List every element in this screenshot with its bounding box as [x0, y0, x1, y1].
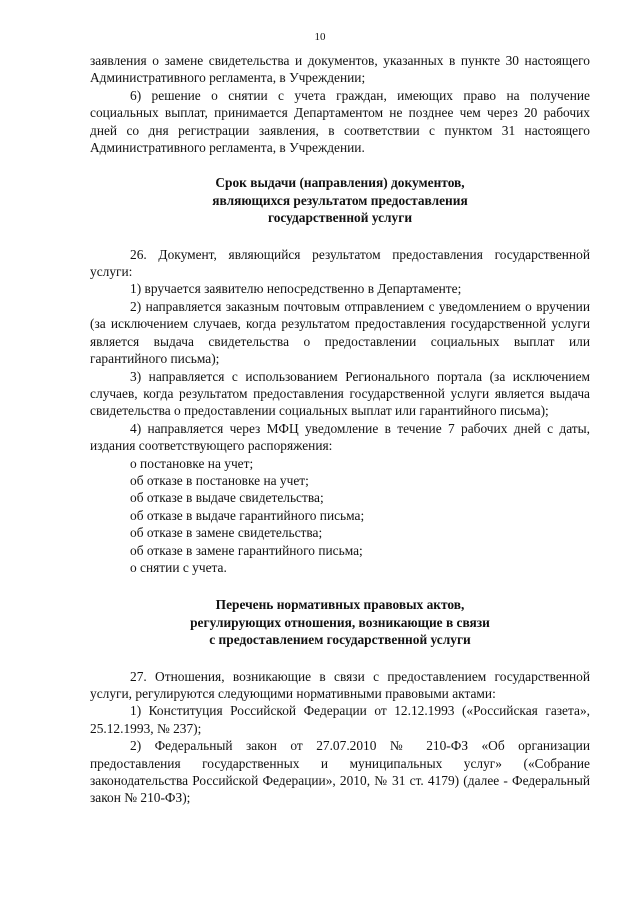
- paragraph-continuation: заявления о замене свидетельства и документов, указанных в пункте 30 настоящего Административного регламента, в Учреждении;: [90, 53, 590, 86]
- document-body: [90, 52, 590, 807]
- paragraph-26-item-3: 3) направляется с использованием Регионального портала (за исключением случаев, когда результатом предоставления государственной услуги является выдача свидетельства о предоставлении социальных выплат или гарантийного письма);: [90, 368, 590, 419]
- notice-item: об отказе в постановке на учет;: [130, 472, 309, 488]
- paragraph-27: 27. Отношения, возникающие в связи с предоставлением государственной услуги, регулируются следующими нормативными правовыми актами:: [90, 668, 590, 701]
- notice-item: об отказе в замене гарантийного письма;: [130, 542, 363, 558]
- paragraph-26-item-1: 1) вручается заявителю непосредственно в Департаменте;: [130, 281, 462, 297]
- notice-item: об отказе в выдаче свидетельства;: [130, 490, 324, 506]
- page-number: 10: [314, 31, 326, 43]
- notice-item: о постановке на учет;: [130, 455, 254, 471]
- section-heading-term: Срок выдачи (направления) документов, являющихся результатом предоставления государственной услуги: [212, 175, 468, 226]
- notice-item: об отказе в выдаче гарантийного письма;: [130, 507, 365, 523]
- notice-item: об отказе в замене свидетельства;: [130, 525, 323, 541]
- paragraph-27-item-1: 1) Конституция Российской Федерации от 12.12.1993 («Российская газета», 25.12.1993, № 237);: [90, 703, 590, 736]
- paragraph-26-item-4: 4) направляется через МФЦ уведомление в течение 7 рабочих дней с даты, издания соответствующего распоряжения:: [90, 420, 590, 454]
- notice-item: о снятии с учета.: [130, 559, 227, 575]
- paragraph-27-item-2: 2) Федеральный закон от 27.07.2010 № 210-ФЗ «Об организации предоставления государственных и муниципальных услуг» («Собрание законодательства Российской Федерации», 2010, № 31 ст. 4179) (далее - Федеральный закон № 210-ФЗ);: [90, 738, 590, 806]
- section-heading-legal-acts: Перечень нормативных правовых актов, регулирующих отношения, возникающие в связи с предоставлением государственной услуги: [190, 597, 490, 648]
- paragraph-item-6: 6) решение о снятии с учета граждан, имеющих право на получение социальных выплат, принимается Департаментом не позднее чем через 20 рабочих дней со дня регистрации заявления, в соответствии с пунктом 31 настоящего Административного регламента, в Учреждении.: [90, 87, 590, 156]
- paragraph-26: 26. Документ, являющийся результатом предоставления государственной услуги:: [90, 246, 590, 280]
- paragraph-26-item-2: 2) направляется заказным почтовым отправлением с уведомлением о вручении (за исключением случаев, когда результатом предоставления государственной услуги является выдача свидетельства о предоставлении социальных выплат или гарантийного письма);: [90, 298, 590, 367]
- notice-list: [90, 455, 590, 577]
